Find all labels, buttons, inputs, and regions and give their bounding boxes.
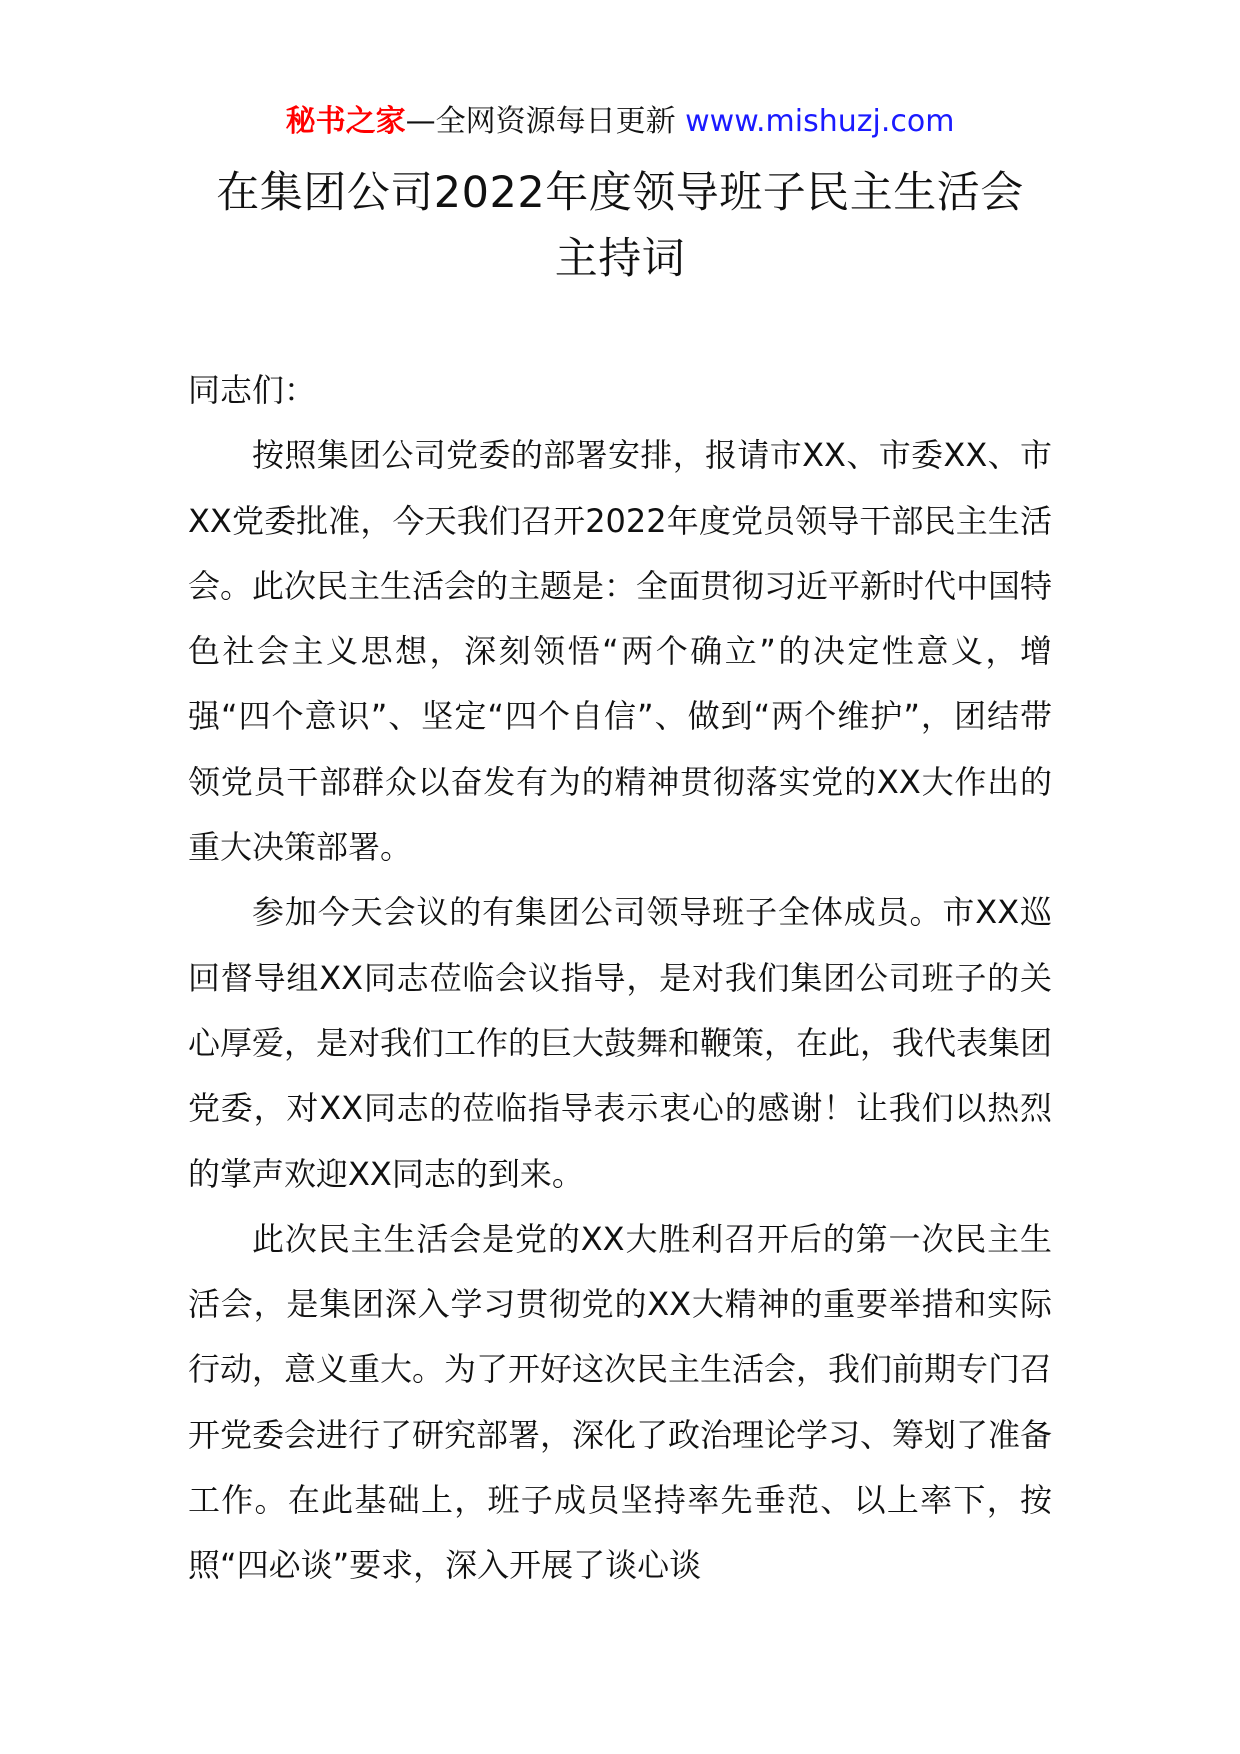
document-body (188, 358, 1052, 1599)
site-slogan: —全网资源每日更新 (405, 104, 676, 139)
paragraph-3: 此次民主生活会是党的XX大胜利召开后的第一次民主生活会，是集团深入学习贯彻党的XX大精神的重要举措和实际行动，意义重大。为了开好这次民主生活会，我们前期专门召开党委会进行了研究部署，深化了政治理论学习、筹划了准备工作。在此基础上，班子成员坚持率先垂范、以上率下，按照“四必谈”要求，深入开展了谈心谈 (188, 1219, 1053, 1585)
title-line-1: 在集团公司2022年度领导班子民主生活会 (216, 168, 1024, 218)
brand-name: 秘书之家 (285, 104, 406, 139)
paragraph-2: 参加今天会议的有集团公司领导班子全体成员。市XX巡回督导组XX同志莅临会议指导，是对我们集团公司班子的关心厚爱，是对我们工作的巨大鼓舞和鞭策，在此，我代表集团党委，对XX同志的莅临指导表示衷心的感谢！让我们以热烈的掌声欢迎XX同志的到来。 (188, 893, 1053, 1193)
site-url-link[interactable]: www.mishuzj.com (685, 104, 955, 139)
document-title (100, 160, 1140, 292)
site-header (0, 100, 1240, 144)
salutation: 同志们： (188, 371, 317, 409)
paragraph-1: 按照集团公司党委的部署安排，报请市XX、市委XX、市XX党委批准，今天我们召开2022年度党员领导干部民主生活会。此次民主生活会的主题是：全面贯彻习近平新时代中国特色社会主义思想，深刻领悟“两个确立”的决定性意义，增强“四个意识”、坚定“四个自信”、做到“两个维护”，团结带领党员干部群众以奋发有为的精神贯彻落实党的XX大作出的重大决策部署。 (188, 436, 1053, 867)
title-line-2: 主持词 (554, 234, 686, 284)
